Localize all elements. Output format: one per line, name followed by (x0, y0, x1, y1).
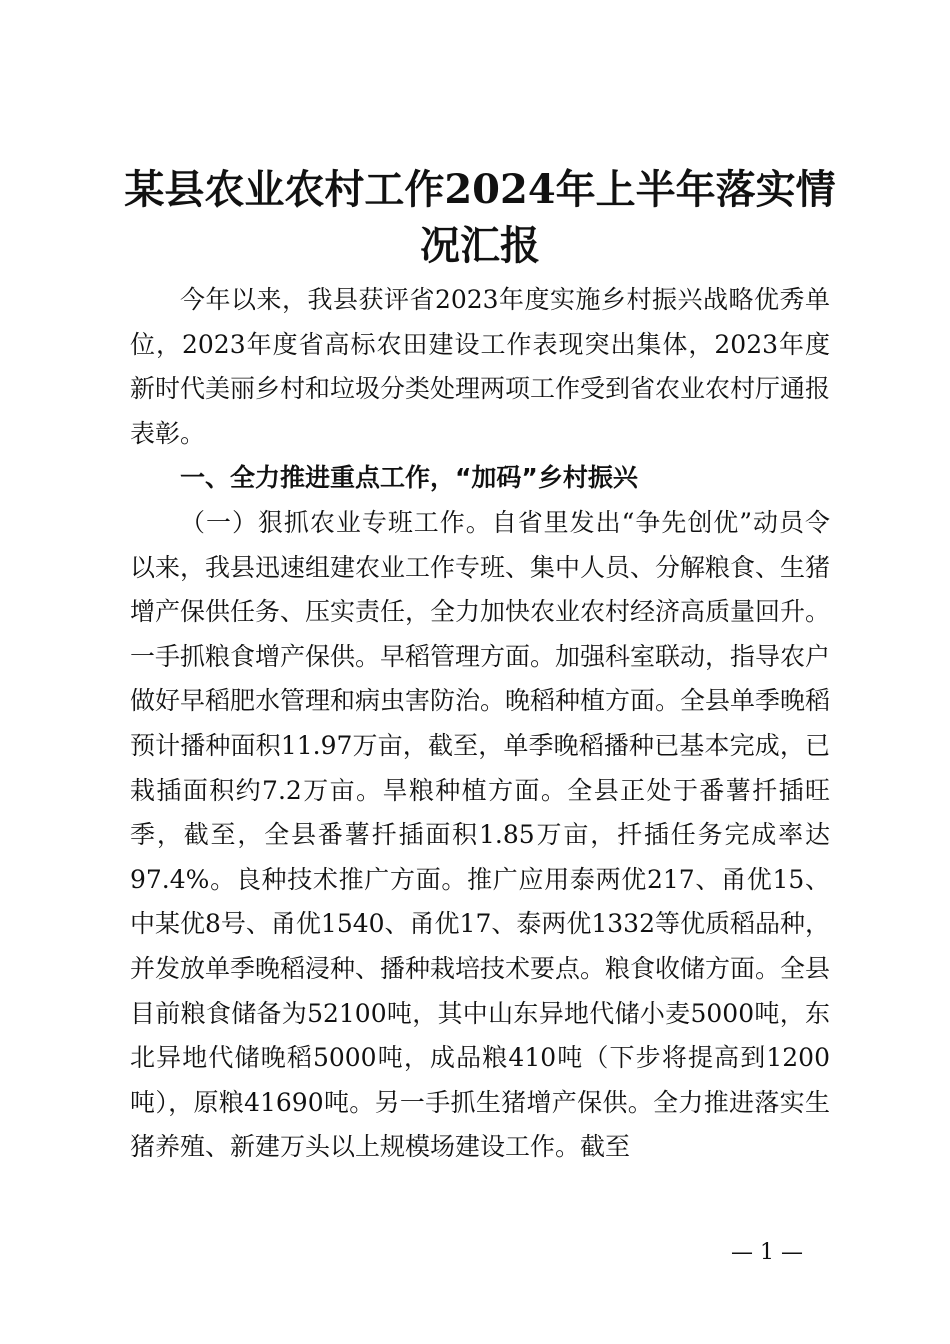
section-heading: 一、全力推进重点工作，“加码”乡村振兴 (180, 463, 638, 493)
document-title: 某县农业农村工作2024年上半年落实情况汇报 (124, 166, 836, 269)
body-paragraph: （一）狠抓农业专班工作。自省里发出“争先创优”动员令以来，我县迅速组建农业工作专班、集中人员、分解粮食、生猪增产保供任务、压实责任，全力加快农业农村经济高质量回升。一手抓粮食增产保供。早稻管理方面。加强科室联动，指导农户做好早稻肥水管理和病虫害防治。晚稻种植方面。全县单季晚稻预计播种面积11.97万亩，截至，单季晚稻播种已基本完成，已栽插面积约7.2万亩。旱粮种植方面。全县正处于番薯扦插旺季，截至，全县番薯扦插面积1.85万亩，扦插任务完成率达97.4%。良种技术推广方面。推广应用泰两优217、甬优15、中某优8号、甬优1540、甬优17、泰两优1332等优质稻品种，并发放单季晚稻浸种、播种栽培技术要点。粮食收储方面。全县目前粮食储备为52100吨，其中山东异地代储小麦5000吨，东北异地代储晚稻5000吨，成品粮410吨（下步将提高到1200吨），原粮41690吨。另一手抓生猪增产保供。全力推进落实生猪养殖、新建万头以上规模场建设工作。截至 (130, 507, 831, 1162)
page-number: — 1 — (731, 1240, 803, 1265)
document-body (130, 278, 830, 1170)
intro-paragraph: 今年以来，我县获评省2023年度实施乡村振兴战略优秀单位，2023年度省高标农田建设工作表现突出集体，2023年度新时代美丽乡村和垃圾分类处理两项工作受到省农业农村厅通报表彰。 (130, 285, 831, 448)
